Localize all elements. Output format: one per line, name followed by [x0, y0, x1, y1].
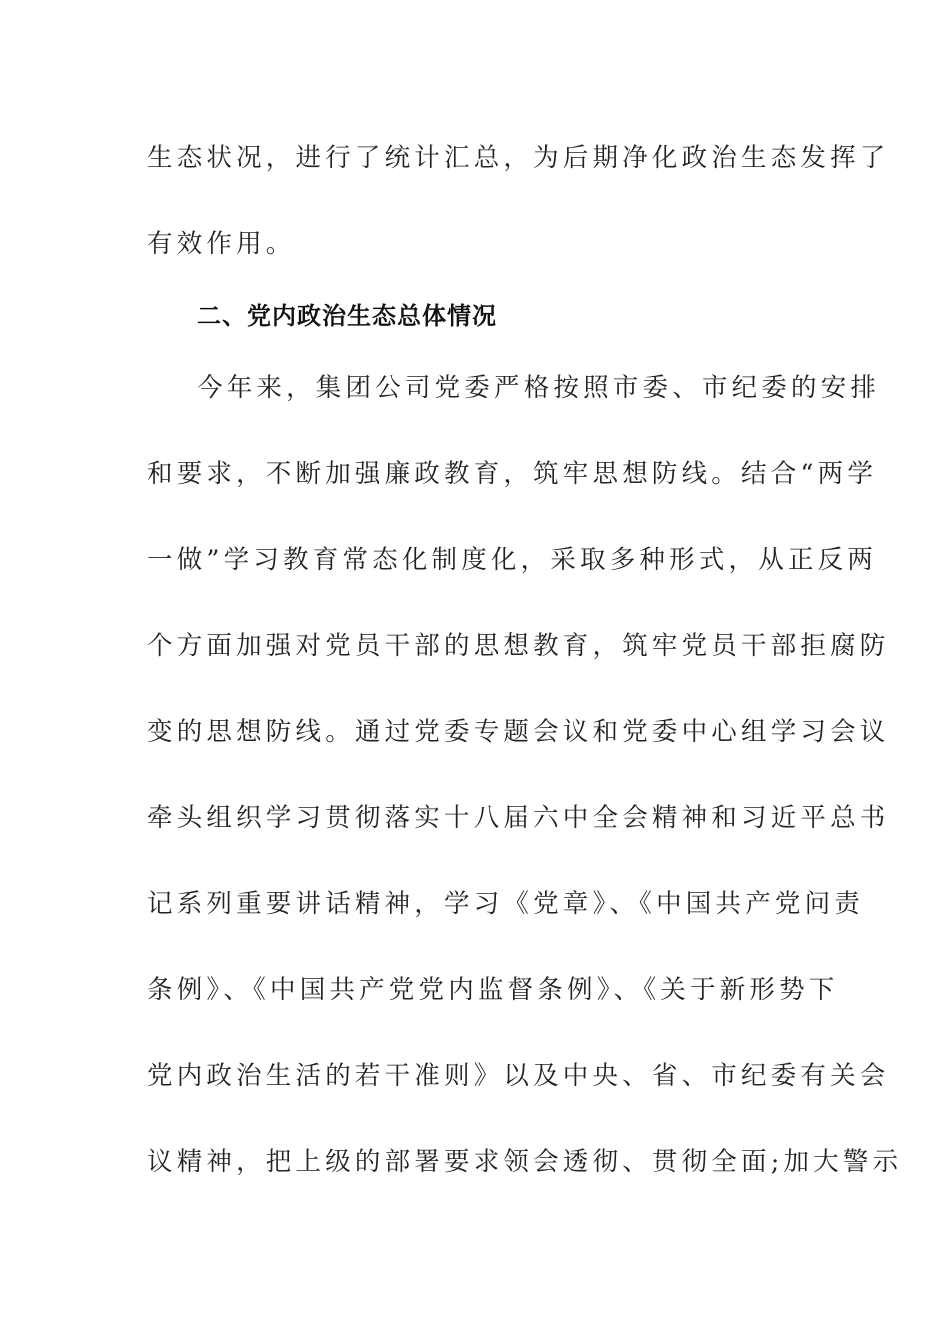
paragraph-line: 党内政治生活的若干准则》以及中央、省、市纪委有关会 — [147, 1061, 890, 1091]
paragraph-line: 变的思想防线。通过党委专题会议和党委中心组学习会议 — [147, 717, 890, 747]
paragraph-line: 记系列重要讲话精神，学习《党章》、《中国共产党问责 — [147, 889, 865, 919]
paragraph-line: 生态状况，进行了统计汇总，为后期净化政治生态发挥了 — [147, 143, 890, 173]
paragraph-line: 牵头组织学习贯彻落实十八届六中全会精神和习近平总书 — [147, 803, 890, 833]
paragraph-line: 个方面加强对党员干部的思想教育，筑牢党员干部拒腐防 — [147, 631, 890, 661]
paragraph-line: 条例》、《中国共产党党内监督条例》、《关于新形势下 — [147, 975, 839, 1005]
paragraph-line: 有效作用。 — [147, 229, 296, 259]
paragraph-line: 议精神，把上级的部署要求领会透彻、贯彻全面;加大警示 — [147, 1147, 903, 1177]
section-heading: 二、党内政治生态总体情况 — [197, 302, 497, 330]
paragraph-line: 和要求，不断加强廉政教育，筑牢思想防线。结合“两学 — [147, 459, 878, 489]
paragraph-line: 一做”学习教育常态化制度化，采取多种形式，从正反两 — [147, 545, 878, 575]
paragraph-line: 今年来，集团公司党委严格按照市委、市纪委的安排 — [197, 373, 881, 403]
